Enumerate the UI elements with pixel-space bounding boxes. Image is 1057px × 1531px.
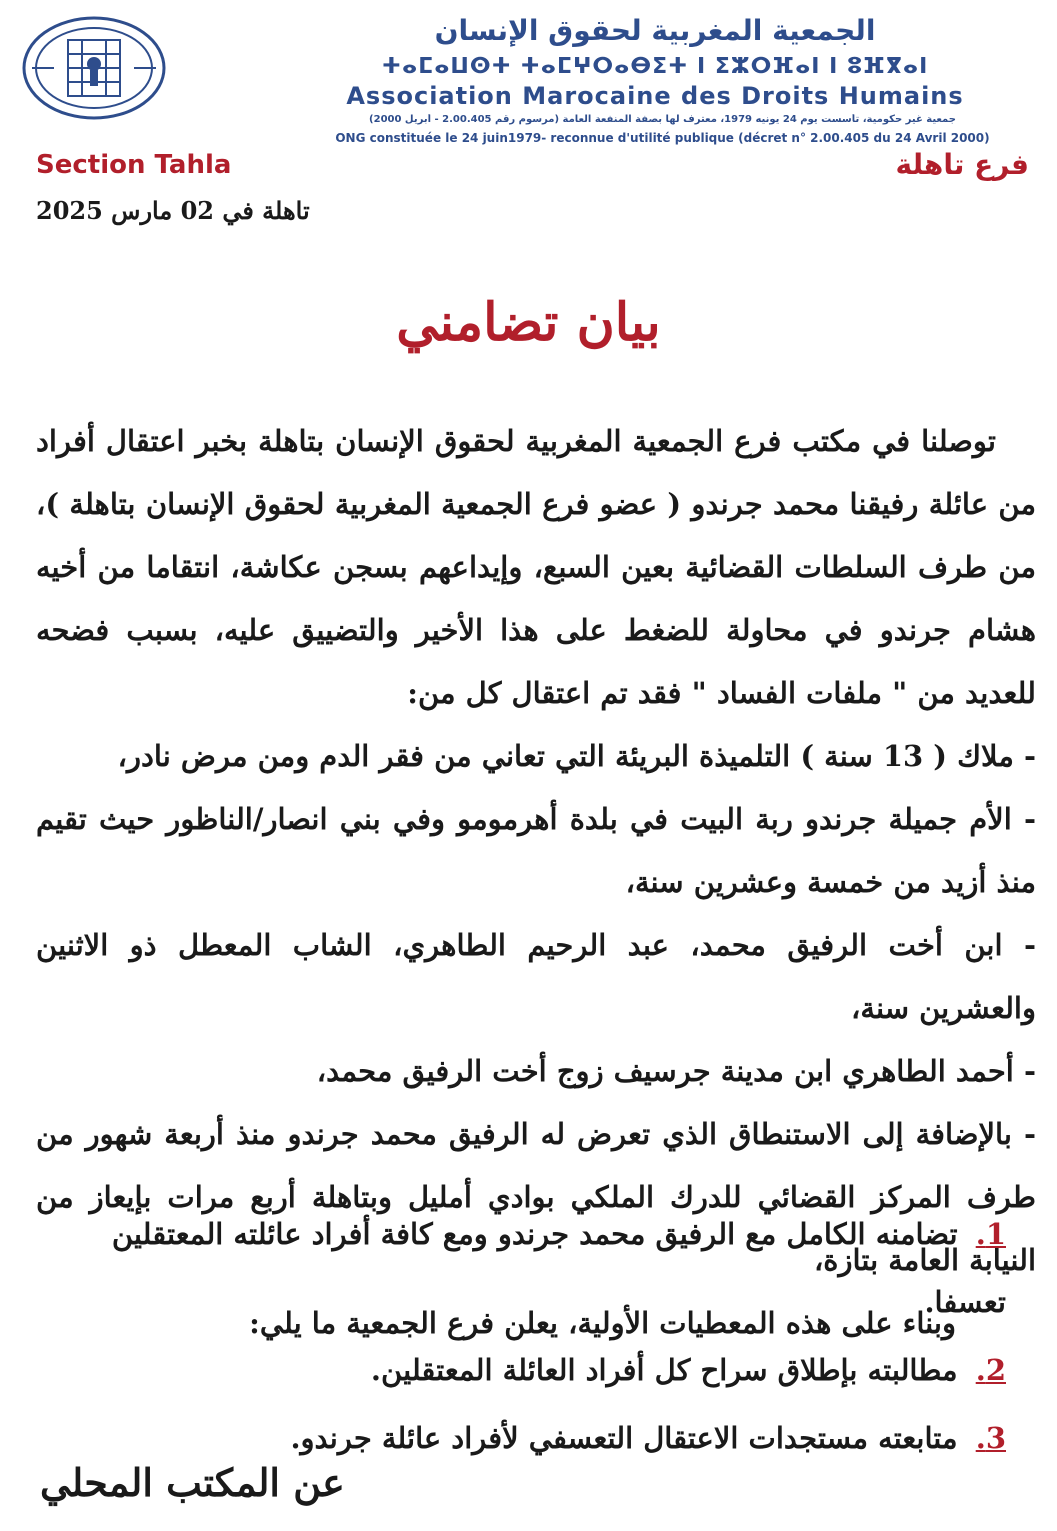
document-date: تاهلة في 02 مارس 2025 [36,196,310,225]
declaration-number: 1. [975,1217,1006,1251]
list-item: - أحمد الطاهري ابن مدينة جرسيف زوج أخت الرفيق محمد، [316,1054,1036,1088]
declaration-text: متابعته مستجدات الاعتقال التعسفي لأفراد عائلة جرندو. [290,1421,958,1455]
body-lead-paragraph: توصلنا في مكتب فرع الجمعية المغربية لحقوق الإنسان بتاهلة بخبر اعتقال أفراد من عائلة رفيقنا محمد جرندو ( عضو فرع الجمعية المغربية لحقوق الإنسان بتاهلة )، من طرف السلطات القضائية بعين السبع، وإيداعهم بسجن عكاشة، انتقاما من أخيه هشام جرندو في محاولة للضغط على هذا الأخير والتضييق عليه، بسبب فضحه للعديد من " ملفات الفساد " فقد تم اعتقال كل من: [36,424,1036,710]
declaration-item [36,1200,1006,1336]
list-item: - ملاك ( 13 سنة ) التلميذة البريئة التي تعاني من فقر الدم ومن مرض نادر، [117,739,1036,773]
signature-line: عن المكتب المحلي [40,1460,345,1505]
logo-emblem-icon [18,14,170,122]
declarations-list [36,1200,1006,1472]
declaration-number: 3. [975,1421,1006,1455]
declaration-intro: وبناء على هذه المعطيات الأولية، يعلن فرع الجمعية ما يلي: [249,1306,956,1340]
org-status-french: ONG constituée le 24 juin1979- reconnue d'utilité publique (décret n° 2.00.405 du 24 Avril 2000) [335,131,990,145]
declaration-number: 2. [975,1353,1006,1387]
association-logo [18,14,170,122]
org-name-tifinagh: ⵜⴰⵎⴰⵡⵙⵜ ⵜⴰⵎⵖⵔⴰⴱⵉⵜ ⵏ ⵉⵣⵔⴼⴰⵏ ⵏ ⵓⴼⴳⴰⵏ [381,54,929,79]
org-name-french: Association Marocaine des Droits Humains [346,82,964,110]
org-status-arabic: جمعية غير حكومية، تأسست يوم 24 يونيه 1979، معترف لها بصفة المنفعة العامة (مرسوم رقم 2.00.405 - أبريل 2000) [369,114,956,125]
section-name-french: Section Tahla [36,150,232,180]
declaration-text: مطالبته بإطلاق سراح كل أفراد العائلة المعتقلين. [370,1353,958,1387]
list-item: - بالإضافة إلى الاستنطاق الذي تعرض له الرفيق محمد جرندو منذ أربعة شهور من طرف المركز القضائي للدرك الملكي بوادي أمليل وبتاهلة أربع مرات بإيعاز من النيابة العامة بتازة، [36,1117,1036,1277]
declaration-item [36,1336,1006,1404]
list-item: - ابن أخت الرفيق محمد، عبد الرحيم الطاهري، الشاب المعطل ذو الاثنين والعشرين سنة، [36,928,1036,1025]
list-item: - الأم جميلة جرندو ربة البيت في بلدة أهرمومو وفي بني انصار/الناظور حيث تقيم منذ أزيد من خمسة وعشرين سنة، [36,802,1036,899]
declaration-text: تضامنه الكامل مع الرفيق محمد جرندو ومع كافة أفراد عائلته المعتقلين تعسفا. [111,1217,1006,1319]
section-name-arabic: فرع تاهلة [895,148,1029,181]
statement-title: بيان تضامني [396,292,661,353]
org-name-arabic: الجمعية المغربية لحقوق الإنسان [434,14,876,47]
